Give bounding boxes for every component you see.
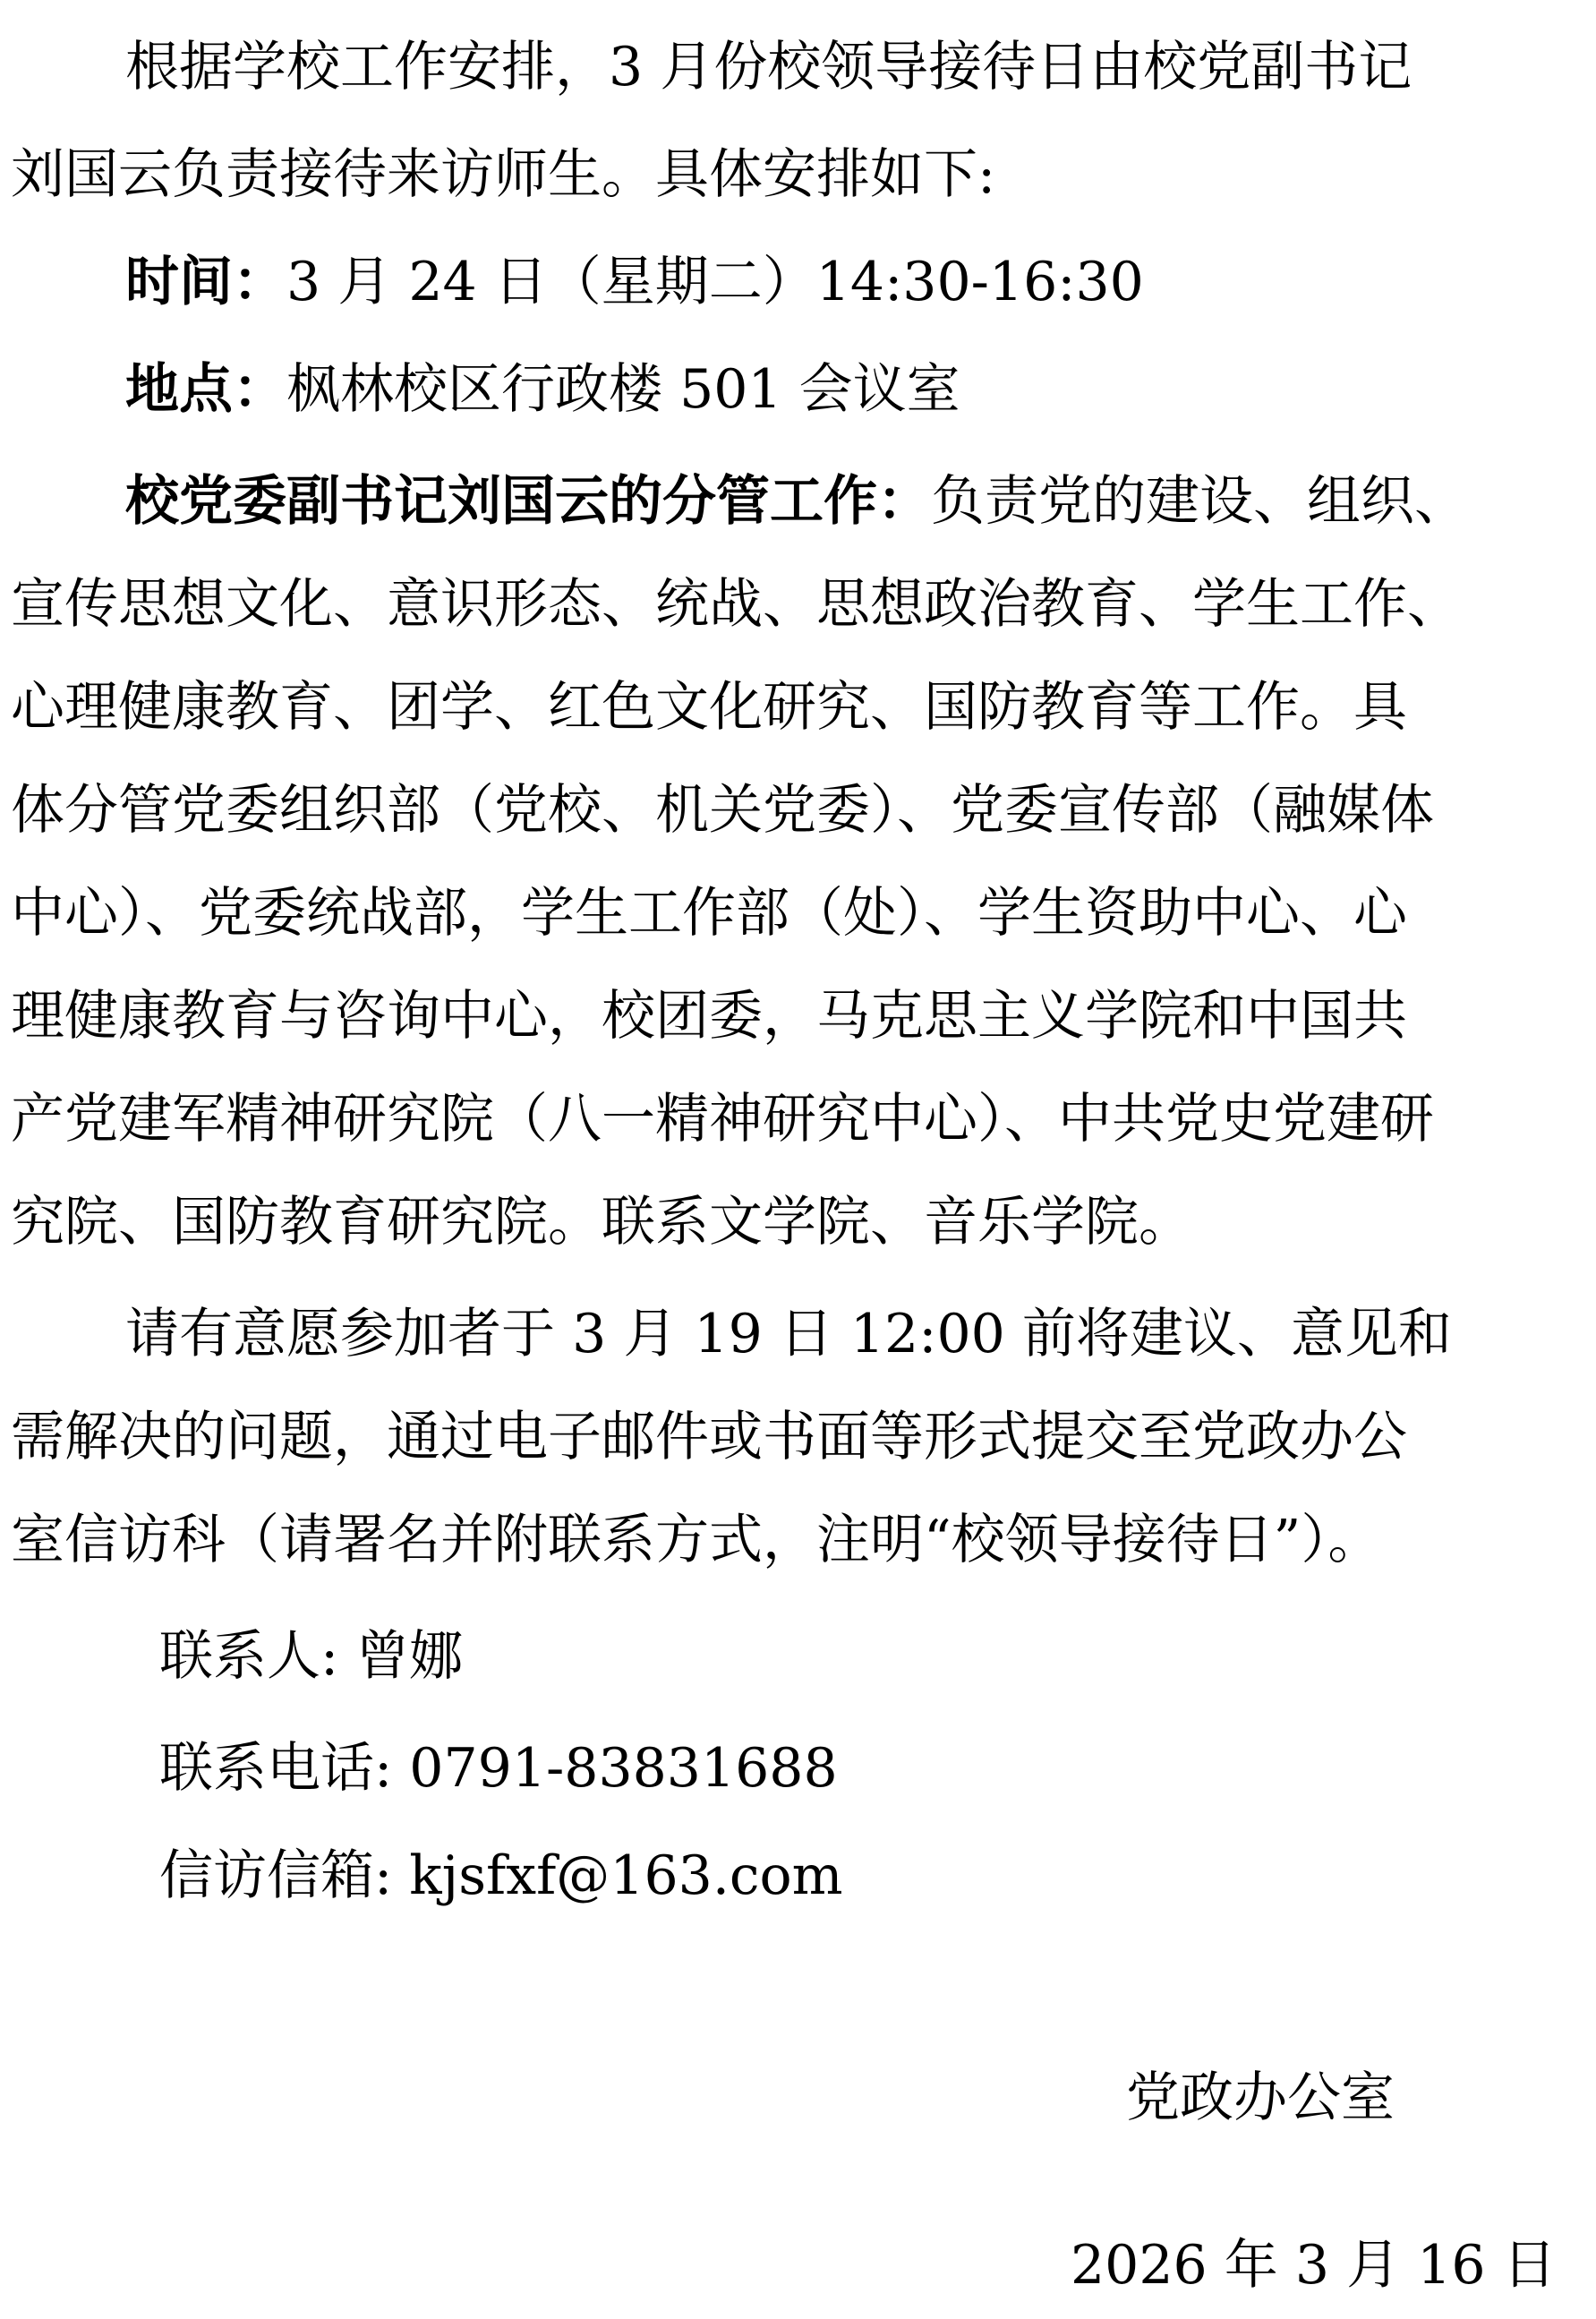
signature-office: 党政办公室 xyxy=(1126,2067,1395,2129)
duties-text-1: 负责党的建设、组织、 xyxy=(931,470,1468,533)
contact-person-value: 曾娜 xyxy=(355,1625,464,1688)
contact-email-value: kjsfxf@163.com xyxy=(409,1844,843,1907)
request-line-1 xyxy=(0,1280,1596,1388)
request-text-2: 需解决的问题，通过电子邮件或书面等形式提交至党政办公 xyxy=(11,1406,1407,1468)
duties-line-7 xyxy=(0,1065,1596,1173)
time-value: 3 月 24 日（星期二）14:30-16:30 xyxy=(286,251,1144,313)
duties-line-4 xyxy=(0,757,1596,864)
place-line xyxy=(0,336,1596,443)
duties-text-8: 究院、国防教育研究院。联系文学院、音乐学院。 xyxy=(11,1191,1192,1254)
duties-line-1 xyxy=(0,448,1596,555)
request-text-3: 室信访科（请署名并附联系方式，注明“校领导接待日”）。 xyxy=(11,1509,1382,1571)
duties-text-2: 宣传思想文化、意识形态、统战、思想政治教育、学生工作、 xyxy=(11,573,1461,636)
signature-date: 2026 年 3 月 16 日 xyxy=(1071,2234,1557,2297)
contact-phone-label: 联系电话: xyxy=(159,1737,410,1800)
contact-phone-value: 0791-83831688 xyxy=(409,1737,838,1800)
intro-text-2: 刘国云负责接待来访师生。具体安排如下: xyxy=(11,143,996,206)
contact-email-line xyxy=(0,1822,1596,1930)
intro-text-1: 根据学校工作安排，3 月份校领导接待日由校党副书记 xyxy=(125,36,1413,98)
duties-line-6 xyxy=(0,963,1596,1070)
place-value: 枫林校区行政楼 501 会议室 xyxy=(286,358,960,421)
place-label: 地点： xyxy=(125,358,286,421)
duties-line-3 xyxy=(0,654,1596,761)
contact-email-label: 信访信箱: xyxy=(159,1844,410,1907)
duties-line-5 xyxy=(0,860,1596,967)
request-line-2 xyxy=(0,1383,1596,1491)
duties-line-8 xyxy=(0,1168,1596,1276)
duties-label: 校党委副书记刘国云的分管工作： xyxy=(125,470,931,533)
duties-text-6: 理健康教育与咨询中心，校团委，马克思主义学院和中国共 xyxy=(11,985,1407,1048)
intro-line-1 xyxy=(0,13,1596,121)
duties-text-3: 心理健康教育、团学、红色文化研究、国防教育等工作。具 xyxy=(11,676,1407,739)
time-label: 时间： xyxy=(125,251,286,313)
time-line xyxy=(0,228,1596,336)
duties-text-5: 中心）、党委统战部，学生工作部（处）、学生资助中心、心 xyxy=(11,882,1407,945)
duties-text-7: 产党建军精神研究院（八一精神研究中心）、中共党史党建研 xyxy=(11,1088,1434,1151)
contact-phone-line xyxy=(0,1715,1596,1822)
contact-person-line xyxy=(0,1603,1596,1710)
contact-person-label: 联系人: xyxy=(159,1625,356,1688)
duties-line-2 xyxy=(0,551,1596,658)
request-text-1: 请有意愿参加者于 3 月 19 日 12:00 前将建议、意见和 xyxy=(125,1303,1452,1365)
duties-text-4: 体分管党委组织部（党校、机关党委）、党委宣传部（融媒体 xyxy=(11,779,1434,842)
request-line-3 xyxy=(0,1486,1596,1594)
intro-line-2 xyxy=(0,121,1596,228)
